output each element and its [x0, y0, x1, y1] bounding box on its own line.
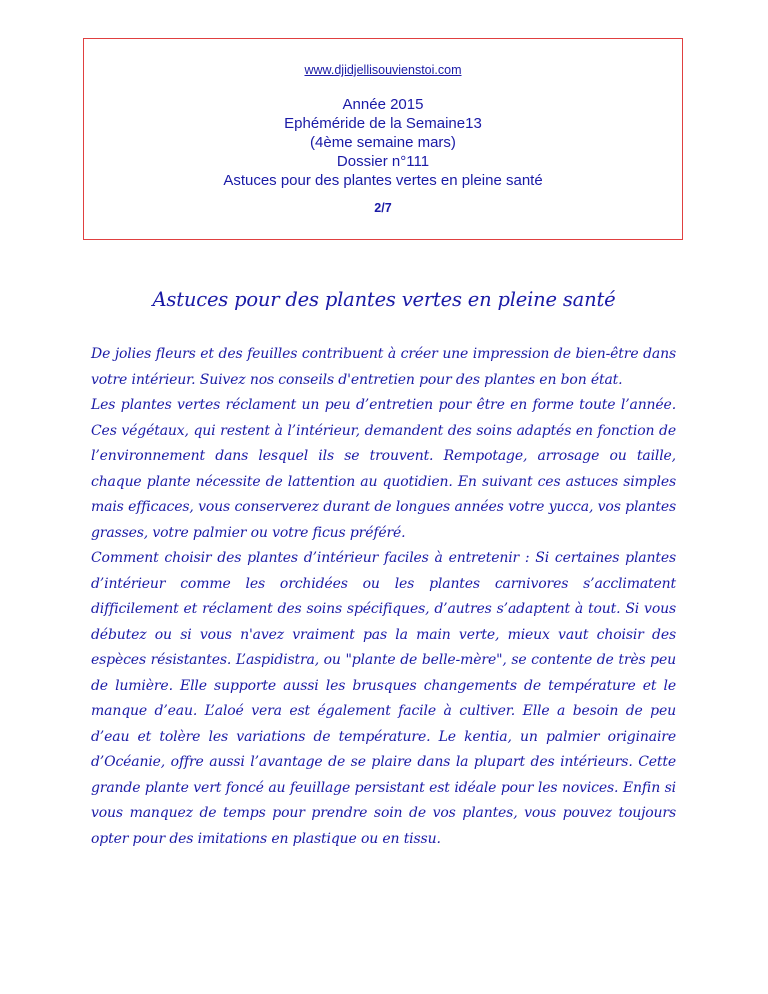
page-title: Astuces pour des plantes vertes en pleine santé [152, 288, 616, 311]
article-body [91, 342, 676, 852]
site-link[interactable]: www.djidjellisouvienstoi.com [304, 63, 462, 77]
header-week: Ephéméride de la Semaine13 [284, 115, 482, 132]
header-month-week: (4ème semaine mars) [310, 134, 456, 151]
header-subject: Astuces pour des plantes vertes en pleine santé [223, 172, 543, 189]
page-indicator: 2/7 [374, 201, 392, 215]
paragraph-maintenance: Les plantes vertes réclament un peu d’entretien pour être en forme toute l’année. Ces végétaux, qui restent à l’intérieur, demandent des soins adaptés en fonction de l’environnement dans lesquel ils se trouvent. Rempotage, arrosage ou taille, chaque plante nécessite de lattention au quotidien. En suivant ces astuces simples mais efficaces, vous conserverez durant de longues années votre yucca, vos plantes grasses, votre palmier ou votre ficus préféré. [91, 397, 676, 541]
paragraph-intro: De jolies fleurs et des feuilles contribuent à créer une impression de bien-être dans votre intérieur. Suivez nos conseils d'entretien pour des plantes en bon état. [91, 346, 676, 388]
header-box [83, 38, 683, 240]
header-year: Année 2015 [342, 96, 424, 113]
header-dossier: Dossier n°111 [336, 153, 430, 170]
header-lines [84, 95, 682, 190]
paragraph-choosing: Comment choisir des plantes d’intérieur faciles à entretenir : Si certaines plantes d’intérieur comme les orchidées ou les plantes carnivores s’acclimatent difficilement et réclament des soins spécifiques, d’autres s’adaptent à tout. Si vous débutez ou si vous n'avez vraiment pas la main verte, mieux vaut choisir des espèces résistantes. L’aspidistra, ou "plante de belle-mère", se contente de très peu de lumière. Elle supporte aussi les brusques changements de température et le manque d’eau. L’aloé vera est également facile à cultiver. Elle a besoin de peu d’eau et tolère les variations de température. Le kentia, un palmier originaire d’Océanie, offre aussi l’avantage de se plaire dans la plupart des intérieurs. Cette grande plante vert foncé au feuillage persistant est idéale pour les novices. Enfin si vous manquez de temps pour prendre soin de vos plantes, vous pouvez toujours opter pour des imitations en plastique ou en tissu. [91, 550, 676, 847]
